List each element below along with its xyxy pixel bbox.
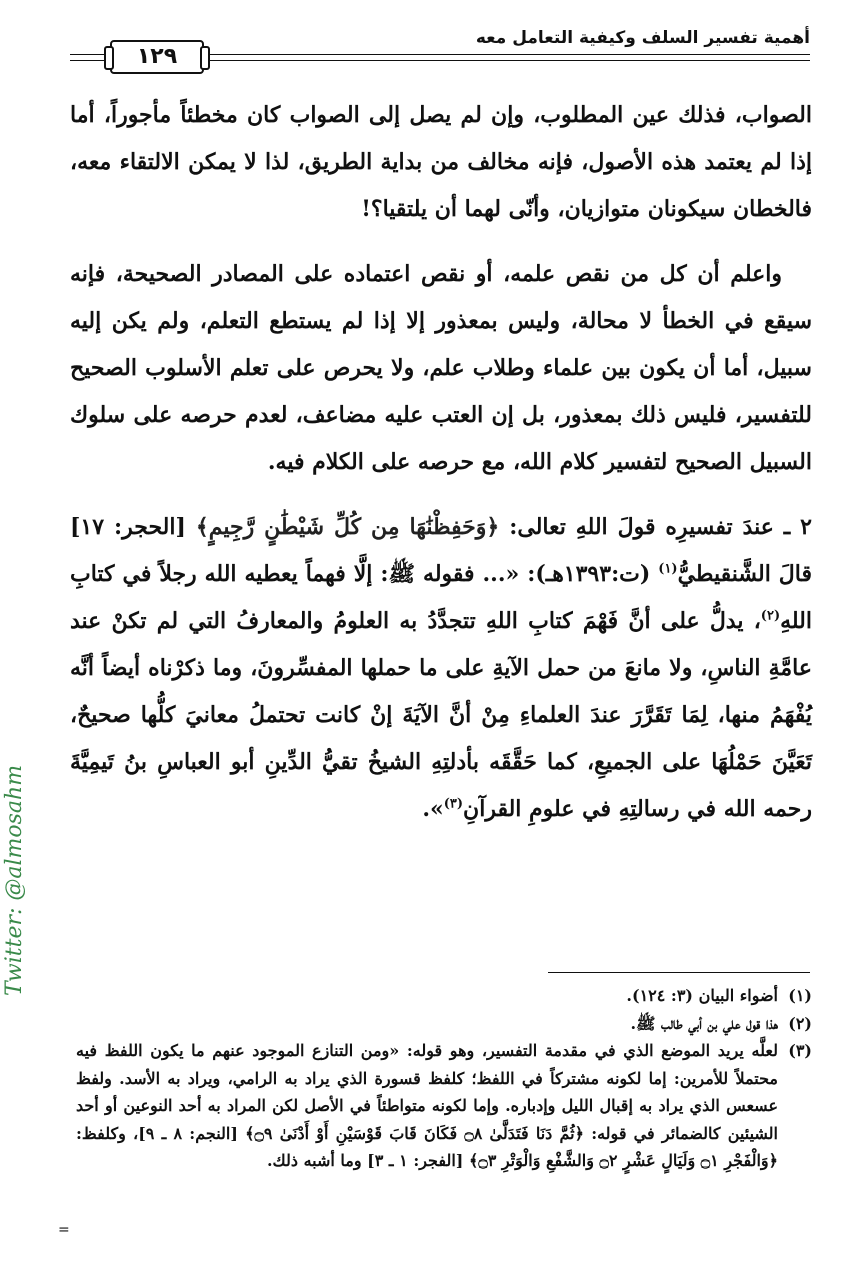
header-rule	[70, 60, 105, 61]
section-intro: ٢ ـ عندَ تفسيرِه قولَ اللهِ تعالى:	[499, 514, 812, 540]
paragraph-section-2	[70, 504, 812, 833]
footnote	[76, 1010, 812, 1038]
paragraph: واعلم أن كل من نقص علمه، أو نقص اعتماده على المصادر الصحيحة، فإنه سيقع في الخطأ لا محالة، وليس بمعذور إلا إذا لم يستطع التعلم، ولم يكن إليه سبيل، أما أن يكون بين علماء وطلاب علم، ولا يحرص على تعلم الأسلوب الصحيح للتفسير، فليس ذلك بمعذور، بل إن العتب عليه مضاعف، لعدم حرصه على سلوك السبيل الصحيح لتفسير كلام الله، مع حرصه على الكلام فيه.	[70, 261, 812, 475]
footnote-text: لعلَّه يريد الموضع الذي في مقدمة التفسير، وهو قوله: «ومن التنازع الموجود عنهم ما يكون اللفظ فيه محتملاً للأمرين: إما لكونه مشتركاً في اللفظ؛ كلفظ قسورة الذي يراد به الرامي، ويراد به الأسد. ولفظ عسعس الذي يراد به إقبال الليل وإدباره. وإما لكونه متواطئاً في الأصل لكن المراد به أحد النوعين أو أحد الشيئين كالضمائر في قوله: ﴿ثُمَّ دَنَا فَتَدَلَّىٰ ۝٨ فَكَانَ قَابَ قَوْسَيْنِ أَوْ أَدْنَىٰ ۝٩﴾ [النجم: ٨ ـ ٩]، وكلفظ: ﴿وَالْفَجْرِ ۝١ وَلَيَالٍ عَشْرٍ ۝٢ وَالشَّفْعِ وَالْوَتْرِ ۝٣﴾ [الفجر: ١ ـ ٣] وما أشبه ذلك.	[76, 1041, 779, 1170]
footnote-ref[interactable]: (٢)	[760, 608, 781, 624]
footnote-number: (١)	[788, 986, 812, 1005]
end-mark: =	[58, 1222, 70, 1238]
footnote-ref[interactable]: (١)	[658, 561, 678, 577]
footnote-text: هذا قول علي بن أبي طالب ﷺ.	[630, 1013, 778, 1033]
footnote-separator	[548, 972, 810, 973]
running-title: أهمية تفسير السلف وكيفية التعامل معه	[475, 28, 810, 48]
verse-reference: [الحجر: ١٧] قالَ الشَّنقيطيُّ	[70, 514, 812, 587]
footnote	[76, 1037, 812, 1175]
quote-end: ».	[422, 796, 444, 822]
header-rule	[70, 54, 105, 55]
footnote-text: أضواء البيان (٣: ١٢٤).	[626, 986, 778, 1005]
main-text	[70, 92, 812, 851]
header-rule	[205, 54, 810, 55]
footnote-number: (٣)	[788, 1041, 812, 1060]
running-header	[70, 28, 810, 70]
page-number: ١٢٩	[110, 40, 204, 74]
footnote	[76, 982, 812, 1010]
header-rule	[205, 60, 810, 61]
quote-text: ، يدلُّ على أنَّ فَهْمَ كتابِ اللهِ تتجدَّدُ به العلومُ والمعارفُ التي لم تكنْ عند عامَّةِ الناسِ، ولا مانعَ من حمل الآيةِ على ما حملها المفسِّرونَ، وما ذكرْناه أيضاً أنَّه يُفْهَمُ منها، لِمَا تَقَرَّرَ عندَ العلماءِ مِنْ أنَّ الآيَةَ إنْ كانت تحتملُ معانيَ كلُّها صحيحٌ، تَعَيَّنَ حَمْلُهَا على الجميعِ، كما حَقَّقَه بأدلتِهِ الشيخُ تقيُّ الدِّينِ أبو العباسِ بنُ تَيمِيَّةَ رحمه الله في رسالتِهِ في علومِ القرآنِ	[70, 608, 812, 822]
paragraph: الصواب، فذلك عين المطلوب، وإن لم يصل إلى الصواب كان مخطئاً مأجوراً، أما إذا لم يعتمد هذه الأصول، فإنه مخالف من بداية الطريق، لذا لا يمكن الالتقاء معه، فالخطان سيكونان متوازيان، وأنّى لهما أن يلتقيا؟!	[70, 102, 812, 222]
watermark: Twitter: @almosahm	[2, 764, 27, 996]
footnote-number: (٢)	[788, 1013, 812, 1033]
footnotes	[76, 982, 812, 1175]
quote-text: (ت:١٣٩٣هـ): «... فقوله ﷺ: إلَّا فهماً يعطيه الله رجلاً في كتابِ اللهِ	[70, 561, 812, 634]
footnote-ref[interactable]: (٣)	[443, 796, 464, 812]
quran-verse: ﴿وَحَفِظْنَٰهَا مِن كُلِّ شَيْطَٰنٍ رَّجِيمٍ﴾	[195, 514, 500, 540]
